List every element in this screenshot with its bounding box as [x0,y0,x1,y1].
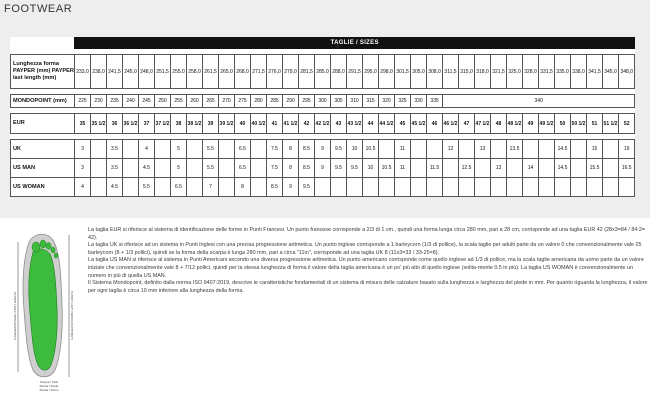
table-cell: 325 [395,95,411,108]
row-label: US WOMAN [11,178,75,197]
table-cell: 255,0 [171,55,187,89]
table-cell [603,140,619,159]
table-cell [539,178,555,197]
table-cell [507,178,523,197]
table-cell [571,159,587,178]
table-header-spacer [11,38,75,49]
table-cell: 3.5 [107,140,123,159]
table-cell: 315,0 [459,55,475,89]
table-cell: 3 [75,140,91,159]
table-cell: 245 [139,95,155,108]
size-notes [88,227,648,295]
table-cell: 7.5 [267,140,283,159]
last-length-label: LUNGHEZZA FORMA / LAST LENGTH [70,291,74,340]
table-cell: 250 [155,95,171,108]
table-cell: 44 1/2 [379,114,395,134]
table-cell [91,159,107,178]
table-cell [411,140,427,159]
table-cell: 5 [171,140,187,159]
table-cell: 42 1/2 [315,114,331,134]
table-cell [123,178,139,197]
table-cell [123,140,139,159]
table-cell: 258,0 [187,55,203,89]
toe-little [54,253,58,258]
table-cell: 12.5 [459,159,475,178]
row-us-man [11,159,635,178]
table-cell: 47 [459,114,475,134]
table-cell: 16.5 [619,159,635,178]
toe-big [32,242,40,252]
table-cell: 36 1/2 [123,114,139,134]
table-cell: 268,0 [235,55,251,89]
table-cell: 315 [363,95,379,108]
table-cell: 285 [267,95,283,108]
table-cell: 261,5 [203,55,219,89]
table-cell: 35 [75,114,91,134]
table-cell: 330 [411,95,427,108]
table-cell: 295,0 [363,55,379,89]
table-cell: 50 1/2 [571,114,587,134]
table-cell: 43 1/2 [347,114,363,134]
table-cell [475,159,491,178]
table-cell: 225 [75,95,91,108]
table-cell: 251,5 [155,55,171,89]
table-cell: 288,0 [331,55,347,89]
table-cell [475,178,491,197]
table-cell: 6.5 [171,178,187,197]
table-cell: 36 [107,114,123,134]
table-cell [443,178,459,197]
table-cell: 38 [171,114,187,134]
table-cell [539,140,555,159]
table-cell: 50 [555,114,571,134]
table-header: TAGLIE / SIZES [75,38,635,49]
table-cell: 321,5 [491,55,507,89]
table-cell: 8 [283,140,299,159]
foot-diagram [13,230,75,398]
table-cell [251,178,267,197]
table-cell: 248,0 [139,55,155,89]
table-cell: 298,0 [379,55,395,89]
table-cell [123,159,139,178]
note-us: La taglia US MAN si riferisce al sistema in Punti Americani secondo una diversa progressione aritmetica. Un punto americano corrisponde come quello inglese ad 1/3 di pollice, ma la scala taglie americana da uomo parte da un valore iniziale che convenzionalmente vale 8 + 7/12 pollici, quindi per la stessa lunghezza di forma il valore della taglia americana è un po' più alto di quello inglese (solita-mente 0.5 in più). La taglia US WOMAN è convenzionalmente un numero in più di quella US MAN. [88,257,644,279]
size-table [10,37,635,197]
note-mondopoint: Il Sistema Mondopoint, definito dalla norma ISO 9407:2019, descrive le caratteristiche fondamentali di un sistema di misura delle calzature basato sulla lunghezza e larghezza del piede in mm. Per quanto riguarda la lunghezza, il valore per ogni taglia è circa 10 mm inferiore alla lunghezza della forma. [88,280,648,294]
table-cell: 42 [299,114,315,134]
table-cell: 7.5 [267,159,283,178]
table-cell [395,178,411,197]
table-cell: 310 [347,95,363,108]
table-cell: 8.5 [299,159,315,178]
table-cell: 4 [139,140,155,159]
table-cell: 340 [443,95,635,108]
table-cell: 275 [235,95,251,108]
table-cell [187,159,203,178]
table-cell: 279,0 [283,55,299,89]
table-cell: 49 [523,114,539,134]
table-cell: 9 [283,178,299,197]
table-cell: 9.5 [299,178,315,197]
table-cell: 5.5 [139,178,155,197]
table-cell [427,140,443,159]
table-cell: 5.5 [203,140,219,159]
table-cell [315,178,331,197]
table-cell [219,159,235,178]
table-cell: 41 [267,114,283,134]
row-eur [11,114,635,134]
table-cell [219,140,235,159]
table-cell: 341,5 [587,55,603,89]
table-cell: 300 [315,95,331,108]
table-cell: 15.5 [587,159,603,178]
table-cell: 5.5 [203,159,219,178]
table-cell: 260 [187,95,203,108]
table-cell [603,178,619,197]
note-eur: La taglia EUR si riferisce al sistema di identificazione delle forme in Punti Francesi. Un punto francese corrisponde a 2/3 di 1 cm., quindi una forma lunga circa 280 mm, pari a 28 cm, corrisponde ad una taglia EUR 42 (28x3=84 / 84:2= 42). [88,227,646,241]
row-label: MONDOPOINT (mm) [11,95,75,108]
table-cell [507,159,523,178]
table-cell: 235 [107,95,123,108]
table-cell: 311,5 [443,55,459,89]
table-cell: 10 [363,159,379,178]
table-cell: 335 [427,95,443,108]
table-cell: 9.5 [331,140,347,159]
table-cell: 265 [203,95,219,108]
table-cell: 13 [491,159,507,178]
table-cell: 45 [395,114,411,134]
table-cell: 15 [587,140,603,159]
toe-third [46,243,51,250]
table-cell: 4.5 [139,159,155,178]
table-cell [459,140,475,159]
table-cell [523,140,539,159]
note-uk: La taglia UK si riferisce ad un sistema in Punti Inglesi con una precisa progressione aritmetica. Un punto inglese corrisponde a 1 barleycorn (1/3 di pollice), la scala taglie per adulti parte da un valore 0 che convenzionalmente vale 25 barleycorn (8 + 1/3 pollici), quindi se la forma della scarpa è lunga 280 mm, pari a circa "11in", corrisponde ad una taglia UK 8 (11x3=33 / 33-25=8). [88,242,642,256]
table-cell [155,140,171,159]
table-cell: 301,5 [395,55,411,89]
table-cell [571,178,587,197]
table-cell: 291,5 [347,55,363,89]
table-cell: 52 [619,114,635,134]
table-cell [187,140,203,159]
table-cell: 281,5 [299,55,315,89]
table-cell [219,178,235,197]
table-cell: 39 1/2 [219,114,235,134]
table-cell: 331,5 [539,55,555,89]
table-cell: 51 [587,114,603,134]
table-cell: 16 [619,140,635,159]
table-cell: 51 1/2 [603,114,619,134]
table-cell: 4 [75,178,91,197]
table-cell [555,178,571,197]
table-cell [523,178,539,197]
table-cell: 3 [75,159,91,178]
foot-outline-svg [13,230,75,380]
table-cell: 6.5 [235,140,251,159]
table-cell [251,159,267,178]
table-cell: 8 [235,178,251,197]
table-cell: 14 [523,159,539,178]
table-cell: 8.5 [267,178,283,197]
table-cell: 325,0 [507,55,523,89]
row-uk [11,140,635,159]
table-cell [331,178,347,197]
table-cell [411,178,427,197]
table-cell: 46 [427,114,443,134]
table-cell: 11.5 [427,159,443,178]
foot-length-label: LUNGHEZZA PIEDE / FOOT LENGTH [13,291,17,340]
row-label: EUR [11,114,75,134]
table-cell: 14.5 [555,140,571,159]
table-cell: 271,5 [251,55,267,89]
table-cell: 290 [283,95,299,108]
table-cell: 276,0 [267,55,283,89]
table-cell: 7 [203,178,219,197]
table-cell: 41 1/2 [283,114,299,134]
table-cell: 9.5 [331,159,347,178]
toe-fourth [51,247,55,253]
table-cell: 230 [91,95,107,108]
table-cell: 9 [315,159,331,178]
table-cell: 305 [331,95,347,108]
table-cell: 240 [123,95,139,108]
table-cell: 6.5 [235,159,251,178]
table-cell: 241,5 [107,55,123,89]
table-cell: 44 [363,114,379,134]
table-cell: 48 1/2 [507,114,523,134]
table-cell: 14.5 [555,159,571,178]
table-cell [539,159,555,178]
table-cell: 245,0 [123,55,139,89]
table-cell [459,178,475,197]
legend-item-shoe: Scarpa / Tallo [39,380,59,384]
table-cell: 10.5 [363,140,379,159]
table-cell: 13 [475,140,491,159]
table-cell: 320 [379,95,395,108]
legend-item-heel: Pianta / Tacco [39,388,59,392]
table-cell: 9.5 [347,159,363,178]
table-cell: 45 1/2 [411,114,427,134]
table-cell: 8.5 [299,140,315,159]
table-cell: 48 [491,114,507,134]
table-cell [379,140,395,159]
table-cell: 328,0 [523,55,539,89]
row-label: US MAN [11,159,75,178]
table-cell: 43 [331,114,347,134]
table-cell: 285,0 [315,55,331,89]
table-cell: 270 [219,95,235,108]
table-cell: 13.5 [507,140,523,159]
table-cell: 233,0 [75,55,91,89]
table-cell [379,178,395,197]
table-cell: 49 1/2 [539,114,555,134]
table-cell: 8 [283,159,299,178]
table-cell [251,140,267,159]
row-label: Lunghezza forma PAYPER (mm) PAYPER last length (mm) [11,55,75,89]
table-cell: 5 [171,159,187,178]
table-cell [91,178,107,197]
row-mondopoint [11,95,635,108]
toe-second [40,240,46,248]
table-cell: 265,0 [219,55,235,89]
legend-item-foot: Pianta / Piede [39,384,59,388]
table-cell: 255 [171,95,187,108]
table-cell [411,159,427,178]
page-title: FOOTWEAR [4,3,73,15]
table-cell [491,178,507,197]
table-cell [619,178,635,197]
table-cell: 3.5 [107,159,123,178]
diagram-legend [29,380,69,392]
table-cell: 305,0 [411,55,427,89]
table-cell: 318,0 [475,55,491,89]
table-cell: 348,0 [619,55,635,89]
table-cell [491,140,507,159]
table-cell: 308,0 [427,55,443,89]
table-cell [155,159,171,178]
size-table-body [11,38,635,197]
table-cell [603,159,619,178]
table-cell: 12 [443,140,459,159]
table-cell [571,140,587,159]
row-us-woman [11,178,635,197]
table-cell: 38 1/2 [187,114,203,134]
table-cell: 47 1/2 [475,114,491,134]
table-cell [363,178,379,197]
table-cell: 345,0 [603,55,619,89]
table-cell [427,178,443,197]
table-cell: 46 1/2 [443,114,459,134]
table-cell: 295 [299,95,315,108]
table-cell: 11 [395,140,411,159]
table-cell: 35 1/2 [91,114,107,134]
table-cell: 338,0 [571,55,587,89]
table-cell: 37 [139,114,155,134]
table-cell [587,178,603,197]
table-cell: 4.5 [107,178,123,197]
table-cell: 10 [347,140,363,159]
row-last-length [11,55,635,89]
row-label: UK [11,140,75,159]
table-cell: 39 [203,114,219,134]
table-cell [91,140,107,159]
table-cell [347,178,363,197]
table-cell [187,178,203,197]
table-cell: 40 [235,114,251,134]
table-cell: 238,0 [91,55,107,89]
table-cell: 37 1/2 [155,114,171,134]
table-cell: 40 1/2 [251,114,267,134]
table-header-row [11,38,635,49]
table-cell: 280 [251,95,267,108]
table-cell: 335,0 [555,55,571,89]
table-cell [443,159,459,178]
table-cell: 11 [395,159,411,178]
table-cell [155,178,171,197]
table-cell: 9 [315,140,331,159]
table-cell: 10.5 [379,159,395,178]
